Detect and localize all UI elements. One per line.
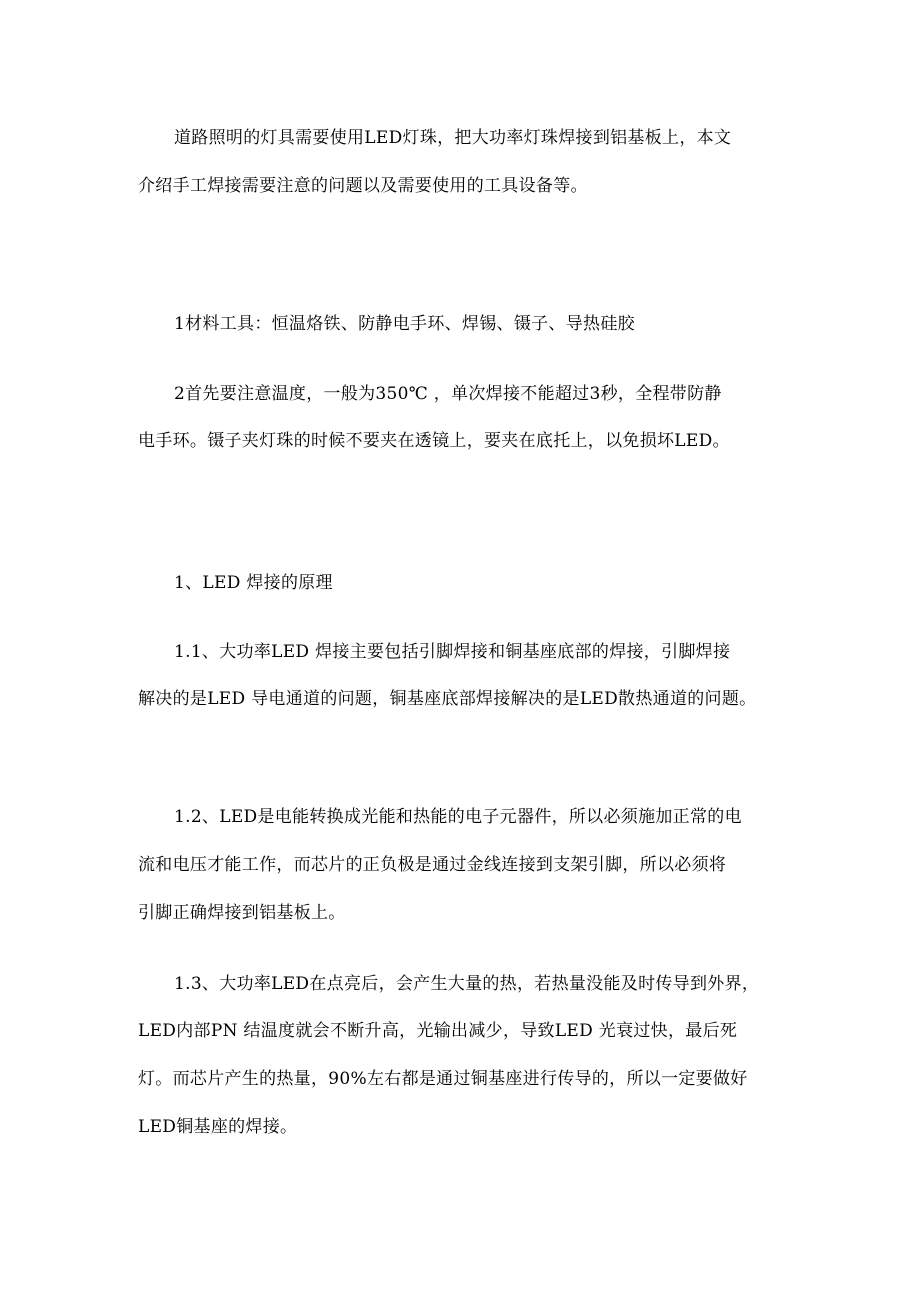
section-1-3-line-2: LED内部PN 结温度就会不断升高，光输出减少，导致LED 光衰过快，最后死 (138, 1021, 738, 1041)
section-1-3-line-1: 1.3、大功率LED在点亮后，会产生大量的热，若热量没能及时传导到外界， (174, 974, 760, 994)
temperature-line-1: 2首先要注意温度，一般为350℃ ，单次焊接不能超过3秒，全程带防静 (174, 384, 722, 404)
temperature-line-2: 电手环。镊子夹灯珠的时候不要夹在透镜上，要夹在底托上，以免损坏LED。 (138, 431, 730, 451)
section-1-2-line-2: 流和电压才能工作，而芯片的正负极是通过金线连接到支架引脚，所以必须将 (138, 855, 727, 875)
section-1-1-line-1: 1.1、大功率LED 焊接主要包括引脚焊接和铜基座底部的焊接，引脚焊接 (174, 642, 731, 662)
section-1-2-line-1: 1.2、LED是电能转换成光能和热能的电子元器件，所以必须施加正常的电 (174, 807, 742, 827)
intro-line-1: 道路照明的灯具需要使用LED灯珠，把大功率灯珠焊接到铝基板上，本文 (174, 128, 732, 148)
tools-line-1: 1材料工具：恒温烙铁、防静电手环、焊锡、镊子、导热硅胶 (174, 314, 635, 334)
intro-line-2: 介绍手工焊接需要注意的问题以及需要使用的工具设备等。 (138, 176, 588, 196)
principle-heading: 1、LED 焊接的原理 (174, 573, 333, 593)
section-1-1-line-2: 解决的是LED 导电通道的问题，铜基座底部焊接解决的是LED散热通道的问题。 (138, 689, 757, 709)
section-1-2-line-3: 引脚正确焊接到铝基板上。 (138, 903, 346, 923)
section-1-3-line-3: 灯。而芯片产生的热量，90%左右都是通过铜基座进行传导的，所以一定要做好 (138, 1069, 748, 1089)
section-1-3-line-4: LED铜基座的焊接。 (138, 1117, 298, 1137)
